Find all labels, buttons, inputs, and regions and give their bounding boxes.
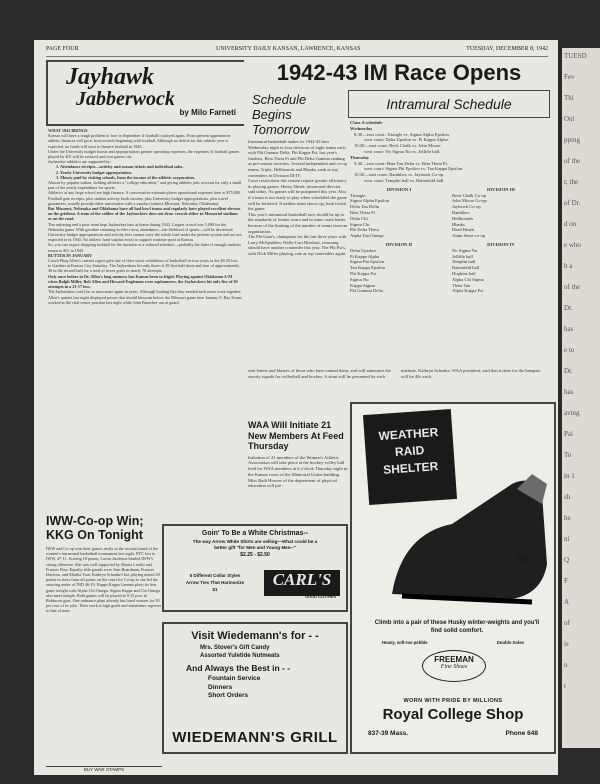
freeman-sub: Fine Shoes [440, 664, 468, 670]
edge-fragment: TUESD [564, 52, 587, 60]
paragraph: University budget appropriations and activity fees cannot carry the whole load under the present system and are not expected to in 1943. No athletic fund surplus exists to support wartime sport at Kansas. [48, 232, 242, 243]
paragraph: Jayhawker athletics are supported by: [48, 159, 112, 165]
list-item: Short Orders [208, 692, 249, 699]
story-headline: IWW-Co-op Win; KKG On Tonight [46, 514, 144, 542]
page-header [46, 44, 548, 57]
store-phone: Phone 648 [505, 730, 538, 737]
paragraph: Under the University budget boosts and appropriations greater operating expenses, the expenses of football games played by KU will be reduced and cost games cut. [48, 148, 240, 160]
freeman-logo [422, 650, 486, 682]
team-name: Alpha Tau Omega [350, 233, 384, 239]
sign-line: RAID [394, 443, 425, 460]
division-grid [350, 187, 550, 297]
team-name: Dead Heads [452, 227, 475, 233]
paragraph: Intramural basketball makes its 1942-43 bow Wednesday night in four divisions of eight teams each with Phi Gamma Delta, Phi Kappa Psi, last year's finalists, Beta Theta Pi and Phi Delta Gamma ranking as pre-season favorites. Several independent and co-op teams, Triple, Hellhounds and Blanks, rank as top contenders in Division III-IV. [248, 139, 347, 178]
store-address: 837-39 Mass. [368, 730, 409, 737]
schedule-game: 10:30—east court: Beck Chalk vs. John Moore. [354, 143, 442, 149]
list-item: Mrs. Stover's Gift Candy [200, 645, 270, 651]
edge-fragment: pping [564, 136, 580, 144]
ad-collar-text [170, 572, 260, 593]
ad-line: 5 Different Collar Styles [189, 573, 241, 578]
ad-headline: Visit Wiedemann's for - - [191, 630, 319, 642]
edge-fragment: n [564, 661, 568, 669]
sign-line: SHELTER [382, 459, 439, 477]
newspaper-page [34, 40, 558, 775]
edge-fragment: in 1 [564, 472, 575, 480]
edge-fragment: F [564, 577, 568, 585]
edge-fragment: of [564, 619, 570, 627]
paragraph: Court restrictions this season require greater efficiency in playing games. Henry Shenk, intramural director said today. No games will be postponed this year. Also if a team is not ready to play when scheduled the game will be forfeited. If neither team shows up, both forfeit the game. [248, 178, 347, 212]
store-name: Royal College Shop [382, 706, 524, 723]
team-name: Blanks [452, 221, 465, 227]
schedule-game: 10:30—east court: Ramblers vs. Jayhawk Co-op. [354, 172, 445, 178]
team-name: Alum Semi-co-op [452, 233, 486, 239]
edge-fragment: has [564, 388, 574, 396]
shoe-ad [350, 402, 556, 754]
team-name: Kappa Sigma [350, 282, 375, 288]
schedule-title: Intramural Schedule [386, 96, 512, 112]
paragraph: Almost by popular tuition, holding athletics a "college education," and giving athletes jobs account for only a small part of the yearly expenditure for sports. [48, 180, 242, 191]
edge-fragment: of the [564, 283, 581, 291]
ad-headline: Goin' To Be a White Christmas-- [201, 530, 309, 537]
team-name: Beck Chalk Co-op [452, 192, 487, 198]
schedule-game: 8:30—east court: Triangle vs. Sigma Alpha Epsilon. [354, 131, 450, 137]
page-date: TUESDAY, DECEMBER 8, 1942 [466, 46, 548, 52]
division-list [452, 187, 550, 239]
schedule-game: 9:30—east court: Beta Tau Delta vs. Beta Theta Pi. [354, 160, 448, 166]
division-name: DIVISION II [385, 241, 413, 247]
column-masthead [46, 60, 244, 126]
intramural-schedule [346, 90, 552, 362]
pride-line: WORN WITH PRIDE BY MILLIONS [403, 698, 503, 704]
edge-fragment: e to [564, 346, 575, 354]
team-name: Alpha Kappa Psi [452, 288, 484, 294]
division-name: DIVISION IV [487, 241, 515, 247]
paper-name: UNIVERSITY DAILY KANSAN, LAWRENCE, KANSAS [216, 46, 361, 52]
paragraph: The Phi Gam's, champions for the last three years with Larry McSpadden, Wally-Curt Hinshaw, returning should have another contender this year. The Phi Psi's, with Dick Miller playing, rate as top contenders again. [248, 234, 347, 256]
wiedemann-ad [162, 622, 348, 754]
paragraph: Tire rationing and a poor team kept Jayhawker fans at home during 1942. Largest crowd was 5,000 for the Nebraska game. With gasoline rationing in effect now, attendance—the lifeblood of sports—will be decreased. [48, 221, 234, 232]
team-name: Ramblers [452, 209, 470, 215]
iww-story [46, 514, 162, 774]
carls-logo: CARL'S [264, 570, 340, 596]
edge-fragment: ni [564, 535, 570, 543]
schedule-game: west court: Templin hall vs. Battenfeld hall. [364, 177, 445, 183]
paragraph: Only once before in Dr. Allen's long memory has Kansas been so frigid. Playing against Oklahoma A-M when Ralph Miller, Bob Allen and Howard Engleman were sophomores, the Jayhawkers hit only five of 63 attempts in a 21-17 loss. [48, 273, 238, 290]
ad-line: Arrow Ties That Harmonize [185, 580, 245, 585]
jabberwock-column [46, 60, 244, 510]
edge-fragment: Q [564, 556, 570, 564]
schedule-class-label: Class A schedule [350, 120, 383, 125]
waa-body: Initiation of 21 members of the Women's Athletic Association will take place at the hockey-volley ball feed for WAA members at 6 o'clock Thursday night in the Kansas room of the Memorial Union building. Miss Ruth Hoover of the department of physical education will pre- [248, 454, 348, 489]
carls-tag: GOOD CLOTHES [305, 595, 336, 599]
list-item: Dinners [208, 683, 233, 691]
shoe-tagline: Climb into a pair of these Husky winter-weights and you'll find solid comfort. [374, 620, 540, 634]
column-body [48, 128, 242, 305]
paragraph: The Jayhawkers won't be so inaccurate again in years. Although looking like they needed such more work together, Allen's quintet last night displayed power that should blossom before the Missouri game here January 8. Ray Evans worked at the vital center position last night while John Buescher ran at guard. [48, 289, 242, 305]
team-name: Sigma Alpha Epsilon [350, 198, 390, 204]
main-headline: 1942-43 IM Race Opens [276, 60, 522, 85]
team-name: Delta Tau Delta [350, 204, 379, 210]
team-name: Jolliffe hall [452, 253, 473, 259]
shoe-detail-1: Heavy, soft-toe pebble [382, 640, 428, 645]
schedule-title-box [348, 90, 550, 118]
ad-items [164, 675, 346, 701]
team-name: Phi Kappa Psi [350, 270, 377, 276]
schedule-day: Wednesday [350, 125, 373, 131]
list-item: 3. Money paid by visiting schools, from the income of the athletic corporation. [56, 174, 195, 180]
edge-fragment: sh [564, 493, 571, 501]
edge-fragment: h a [564, 262, 573, 270]
support-list [48, 164, 242, 180]
list-item: 2. Yearly University budget appropriation. [56, 169, 132, 175]
team-name: Jayhawk Co-op [452, 204, 481, 210]
team-name: Triangle [350, 192, 366, 198]
team-name: Theta Tau [452, 282, 471, 288]
carls-ad [162, 524, 348, 612]
team-name: Phi Delta Theta [350, 227, 379, 233]
team-name: Tau Kappa Epsilon [350, 265, 386, 271]
paragraph: Kansas will have a tough problem to face in September if football is played again. From present appearances athletic finances will grow from scratch beginning with football. Although no deficit for this athletic year is expected, no funds will exist to finance football in 1943. [48, 133, 231, 149]
ad-subhead: And Always the Best in - - [186, 663, 291, 673]
wiedemann-logo: WIEDEMANN'S GRILL [172, 729, 338, 746]
freeman-brand: FREEMAN [434, 655, 474, 664]
byline: by Milo Farneti [179, 108, 236, 117]
column-title-2: Jabberwock [76, 88, 175, 110]
main-body [248, 139, 348, 256]
team-name: Sigma Phi Epsilon [350, 259, 385, 265]
schedule-game: west court: Sigma Phi Epsilon vs. Tau Kappa Epsilon. [364, 166, 464, 172]
team-name: Battenfeld hall [452, 265, 480, 271]
sign-line: WEATHER [378, 424, 439, 444]
edge-fragment: t [564, 682, 566, 690]
edge-fragment: he [564, 514, 571, 522]
waa-continued: sent letters and blazers of those who have earned them, and will announce the varsity squads for volleyball and hockey. A stunt will be presented by each institute, Kathryn Schaake, WAA president, said that tickets for the banquet will be 40c each. [248, 368, 540, 379]
team-name: Delta Chi [350, 215, 368, 221]
edge-fragment: is [564, 640, 569, 648]
team-name: Phi Gamma Delta [350, 288, 383, 294]
edge-fragment: Thi [564, 94, 574, 102]
team-name: John Moore Co-op [452, 198, 487, 204]
schedule-day: Thursday [350, 154, 370, 160]
team-name: Delta Upsilon [350, 247, 376, 253]
story-body: IWW and Co-op won their games easily in the second round of the women's intramural basketball tournament last night. ETC lost to IWW, 47-11. Scoring 18 points, Lavon Jacobson headed IWW's strong offensive. She was well supported by Marita Lenski and Frances Raw. Equally able guards were Jean Boardman, Frances Davison, and Martha Tran. Kathryn Schaake's hot playing netted 20 points in shots from all points on the court for Co-op as she led the snowing under of IND 46-19. Kappa Kappa Gamma plays its first game tonight with Alpha Chi Omega. Sigma Kappa and Chi Omega also meet tonight. Both games will be played at 9:15 p.m. in Robinson gym. One ordnance plant already has hired women for 50 per cent of its jobs. Their work is high grade and sometimes superior to that of men. [46, 546, 162, 614]
edge-fragment: A [564, 598, 570, 606]
page-number: PAGE FOUR [46, 46, 79, 52]
team-name: Alpha Chi Sigma [452, 276, 484, 282]
schedule-body [350, 120, 550, 297]
edge-fragment: aving [564, 409, 580, 417]
ad-line: $1 [212, 587, 218, 592]
schedule-game: west court: Delta Upsilon vs. Pi Kappa Alpha. [364, 137, 449, 143]
paragraph: But Missouri, Nebraska and Oklahoma have all had bowl teams and regularly have played excellent elevens on the gridiron. A team of the caliber of the Jayhawkers does not draw crowds either in Memorial stadium or on the road. [48, 206, 241, 222]
waa-story [248, 420, 348, 530]
division-name: DIVISION III [487, 186, 515, 192]
team-name: No Sigma Nu [452, 247, 478, 253]
edge-fragment: Dr. [564, 367, 573, 375]
ad-text: The way Arrow White Shirts are selling—What could be a better gift "for Men and Young Men--" [192, 539, 318, 550]
edge-fragment: Dr. [564, 304, 573, 312]
team-name: Pi Kappa Alpha [350, 253, 380, 259]
shoe-price: $6.50 [516, 554, 542, 565]
shoe-detail-2: Double Soles [496, 640, 524, 645]
shoe-illustration [382, 464, 552, 614]
column-title-1: Jayhawk [66, 64, 155, 90]
edge-fragment: Pai [564, 430, 573, 438]
ad-prices: $2.25 - $2.50 [240, 552, 270, 558]
list-item: Assorted Yuletide Nutmeats [200, 653, 280, 659]
team-name: Templin hall [452, 259, 476, 265]
subhead: BUTTER IN JANUARY [48, 252, 93, 258]
war-stamps-footer: BUY WAR STAMPS [46, 766, 162, 772]
edge-fragment: of the [564, 157, 581, 165]
edge-fragment: Onl [564, 115, 575, 123]
edge-fragment: To [564, 451, 572, 459]
schedule-game: west court: No Sigma Nu vs. Jolliffe hall. [364, 148, 441, 154]
edge-fragment: of Dr. [564, 199, 581, 207]
adjacent-page-edge [562, 48, 600, 748]
list-item: Fountain Service [208, 675, 261, 682]
paragraph: Coach Phog Allen's current cagers give one of their worst exhibitions of basketball in four years in the 48-29 loss to Gardner at Kansas City Saturday. The Jayhawkers hit only three of 28 first half shots and four of approximately 30 in the second half for a total of seven goals in nearly 70 attempts. [48, 258, 240, 274]
waa-headline: WAA Will Initiate 21 New Members At Feed Thursday [248, 420, 344, 451]
edge-fragment: Fev [564, 73, 575, 81]
edge-fragment: d on [564, 220, 577, 228]
division-list [350, 187, 448, 239]
team-name: Sigma Nu [350, 276, 369, 282]
division-list [350, 242, 448, 294]
ad-items [164, 644, 346, 660]
main-subhead: Schedule Begins Tomorrow [252, 92, 310, 137]
paragraph: This year's intramural basketball race should be up to the standards of former years and in some cases better because of the limiting of the number of teams from an organization. [248, 211, 348, 234]
edge-fragment: e who [564, 241, 581, 249]
list-item: 1. Attendance receipts—activity and season tickets and individual sales. [56, 164, 184, 170]
paragraph: Athletics at any large school are high finance. A conservative estimate places operational expenses here at $75,000. Football gate receipts, plus student activity book income, plus University budget appropriations, plus travel guarantees, usually provide other universities with a surplus (witness Missouri, Nebraska, Oklahoma). [48, 190, 242, 206]
division-list [452, 242, 550, 294]
edge-fragment: r, the [564, 178, 579, 186]
division-name: DIVISION I [386, 186, 412, 192]
team-name: Sigma Chi [350, 221, 370, 227]
team-name: Hopkins hall [452, 270, 476, 276]
edge-fragment: has [564, 325, 574, 333]
subhead: WHAT 1943 BRINGS [48, 128, 88, 133]
team-name: Beta Theta Pi [350, 209, 375, 215]
team-name: Hellhounds [452, 215, 474, 221]
paragraph: So, you can expect dropping football for the duration or a reduced schedule—probably the latter if enough students return to KU in 1943. [48, 242, 242, 253]
